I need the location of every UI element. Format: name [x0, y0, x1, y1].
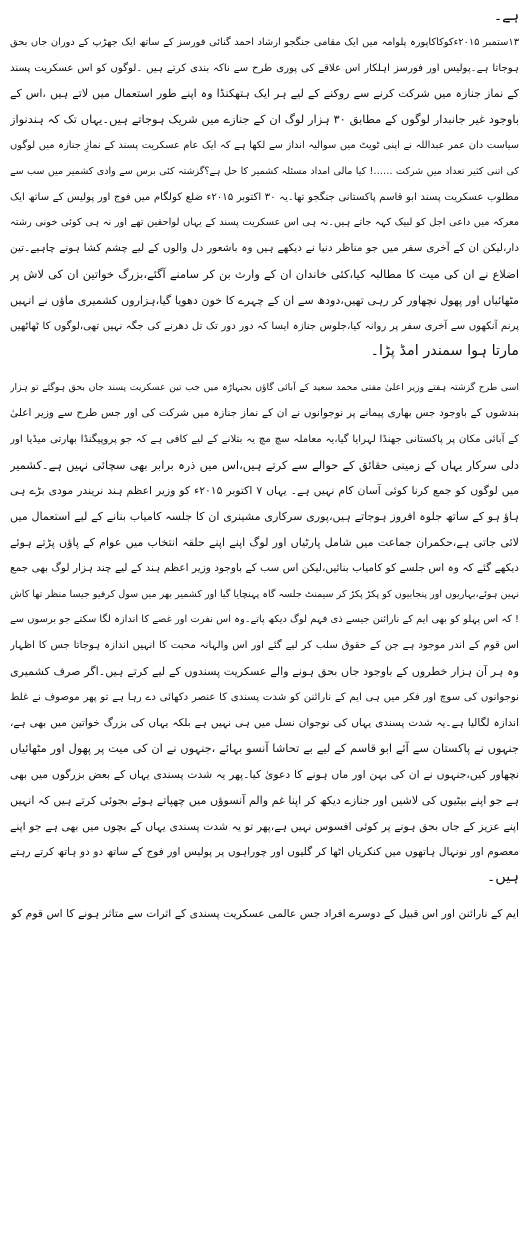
- text-line: سیاست دان عمر عبداللہ نے اپنی ٹویٹ میں سوالیہ انداز سے لکھا ہے کہ ایک عام عسکریت پسند کے نمازِ جنازہ میں لوگوں: [10, 139, 519, 151]
- text-line: ۱۳ستمبر ۲۰۱۵ءکوکاکاپورہ پلوامہ میں ایک مقامی جنگجو ارشاد احمد گنائی فورسز کے ساتھ ایک جھڑپ کے دوران جاں بحق: [10, 36, 519, 48]
- text-line: معرکہ میں داعی اجل کو لبیک کہہ جاتے ہیں۔نہ ہی اس عسکریت پسند کے یہاں لواحقین تھے اور نہ ہی کوئی خونی رشتہ: [10, 217, 519, 229]
- text-line: اس قوم کے اندر موجود ہے جن کے حقوق سلب کر لیے گئے اور اس والہانہ محبت کا انہیں اندازہ ہوجاتا جس کا اظہار: [10, 640, 519, 652]
- text-line: ہیں۔: [486, 869, 519, 886]
- text-line: اندازہ لگالیا ہے۔یہ شدت پسندی یہاں کی نوجوان نسل میں ہی نہیں ہے بلکہ یہاں کی بزرگ خواتین میں بھی ہے،: [10, 716, 519, 729]
- paragraph-gap: [10, 891, 519, 901]
- paragraph-gap: [10, 365, 519, 375]
- text-line: ہوجاتا ہے۔پولیس اور فورسز اہلکار اس علاقے کی پوری طرح سے ناکہ بندی کرتے ہیں ۔لوگوں کو اس عسکریت پسند: [10, 62, 519, 74]
- text-line: بندشوں کے باوجود جس بھاری پیمانے پر نوجوانوں نے ان کے نماز جنازہ میں شرکت کی اور جس طرح سے وزیر اعلیٰ: [10, 406, 519, 419]
- text-line: میں لوگوں کو جمع کرنا کوئی آسان کام نہیں ہے۔ یہاں ۷ اکتوبر ۲۰۱۵ء کو وزیر اعظم ہند نریندر مودی بڑے ہی: [10, 484, 519, 498]
- text-line: کے نماز جنازہ میں شرکت کرنے سے روکنے کے لیے ہر ایک ہتھکنڈا وہ اپنے طور استعمال میں لاتے ہیں ،اس کے: [10, 87, 519, 101]
- text-line: اضلاع نے ان کی میت کا مطالبہ کیا،کئی خاندان ان کے وارث بن کر سامنے آگئے،بزرگ خواتین ان کی لاش پر: [10, 266, 519, 281]
- text-line: نچھاور کیں،جنہوں نے ان کی بہن اور ماں ہونے کا دعویٰ کیا۔پھر یہ شدت پسندی یہاں کے بعض بزرگوں میں بھی: [10, 768, 519, 782]
- text-line: مارتا ہوا سمندر امڈ پڑا۔: [370, 343, 519, 360]
- text-line: ! کہ اس پہلو کو بھی ایم کے نارائنن جیسے ذی فہم لوگ دیکھ پاتے۔وہ اس نفرت اور غصے کا اندازہ لگا سکتے جو برسوں سے: [10, 614, 519, 626]
- text-line: نہیں ہوئے،بہاریوں اور پنجابیوں کو پکڑ پکڑ کر سیمنٹ جلسہ گاہ پہنچایا گیا اور کشمیر بھر میں سول کرفیو جیسا منظر تھا کاش: [10, 588, 519, 600]
- text-line: نوجوانوں کی سوچ اور فکر میں ہی ایم کے نارائنن کو شدت پسندی کا عنصر دکھائی دے رہا ہے تو پھر موصوف نے غلط: [10, 691, 519, 703]
- text-line: ہے۔: [493, 8, 519, 24]
- text-line: لائی جاتی ہے،حکمران جماعت میں شامل پارٹیاں اور لوگ اپنے اپنے حلقہ انتخاب میں عوام کے پاؤں پڑتے ہوئے: [10, 535, 519, 549]
- paragraph-1: [10, 4, 519, 365]
- paragraph-3: [10, 901, 519, 927]
- text-line: وہ ہر آن ہزار خطروں کے باوجود جاں بحق ہونے والے عسکریت پسندوں کے لیے کرتے ہیں۔اگر صرف کشمیری: [10, 664, 519, 678]
- paragraph-2: [10, 375, 519, 891]
- text-line: کی اتنی کثیر تعداد میں شرکت ……! کیا مالی امداد مسئلہ کشمیر کا حل ہے؟گزشتہ کئی برس سے وادی کشمیر میں سب سے: [10, 165, 519, 177]
- text-line: باوجود غیر جانبدار لوگوں کے مطابق ۳۰ ہزار لوگ ان کے جنازے میں شریک ہوجاتے ہیں۔یہاں تک کہ ہندنواز: [10, 112, 519, 127]
- text-line: دلی سرکار یہاں کے زمینی حقائق کے حوالے سے کرتے ہیں،اس میں ذرہ برابر بھی سچائی نہیں ہے۔کشمیر: [10, 457, 519, 472]
- text-line: مطلوب عسکریت پسند ابو قاسم پاکستانی جنگجو تھا۔یہ ۳۰ اکتوبر ۲۰۱۵ء ضلع کولگام میں فوج اور پولیس کے ساتھ ایک: [10, 191, 519, 203]
- text-line: ہے جو اپنے بیٹیوں کی لاشیں اور جنازے دیکھ کر اپنا غم والم آنسوؤں میں چھپاتے ہوئے بجوئی کرتے ہیں کہ انہیں: [10, 793, 519, 807]
- text-line: مٹھائیاں اور پھول نچھاور کر رہی تھیں،دودھ سے ان کے چہرے کا خون دھویا گیا،ہزاروں کشمیری ماؤں نے انہیں: [10, 293, 519, 307]
- text-line: دیکھے گئے کہ وہ اس جلسے کو کامیاب بنائیں،لیکن اس سب کے باوجود وزیر اعظم ہند کے لیے چند ہزار لوگ بھی جمع: [10, 561, 519, 574]
- text-line: معصوم اور نونہال ہاتھوں میں کنکریاں اٹھا کر گلیوں اور چوراہوں پر پولیس اور فوج کے ساتھ دو دو ہاتھ کرتے رہتے: [10, 845, 519, 858]
- text-line: کے آبائی مکان پر پاکستانی جھنڈا لہرایا گیا،یہ معاملہ سچ مچ یہ بتلانے کے لیے کافی ہے کہ جو پروپیگنڈا بھارتی میڈیا اور: [10, 433, 519, 445]
- text-line: ایم کے نارائنن اور اس قبیل کے دوسرے افراد جس عالمی عسکریت پسندی کے اثرات سے متاثر ہونے کا اس قوم کو: [11, 907, 519, 921]
- text-line: ہاؤ ہو کے ساتھ جلوہ افروز ہوجاتے ہیں،پوری سرکاری مشینری ان کا جلسہ کامیاب بنانے کے لیے استعمال میں: [10, 510, 519, 524]
- text-line: پرنم آنکھوں سے آخری سفر پر روانہ کیا،جلوس جنازہ ایسا کہ دور دور تک تل دھرنے کی جگہ نہیں تھی،لوگوں کا ٹھاٹھیں: [10, 320, 519, 332]
- text-line: دار،لیکن ان کے آخری سفر میں جو مناظر دنیا نے دیکھے ہیں وہ باشعور دل والوں کے لیے چشم کشا ہونے چاہیے۔تین: [10, 242, 519, 255]
- text-line: اسی طرح گزشتہ ہفتے وزیر اعلیٰ مفتی محمد سعید کے آبائی گاؤں بجبہاڑہ میں جب تین عسکریت پسند جاں بحق ہوگئے تو ہزار: [10, 382, 519, 394]
- text-line: اپنے عزیز کے جاں بحق ہونے پر کوئی افسوس نہیں ہے،پھر تو یہ شدت پسندی یہاں کے بچوں میں بھی ہے جو اپنے: [10, 819, 519, 833]
- text-line: جنہوں نے پاکستان سے آئے ابو قاسم کے لیے بے تحاشا آنسو بہائے ،جنہوں نے ان کی میت پر پھول اور مٹھائیاں: [10, 741, 519, 756]
